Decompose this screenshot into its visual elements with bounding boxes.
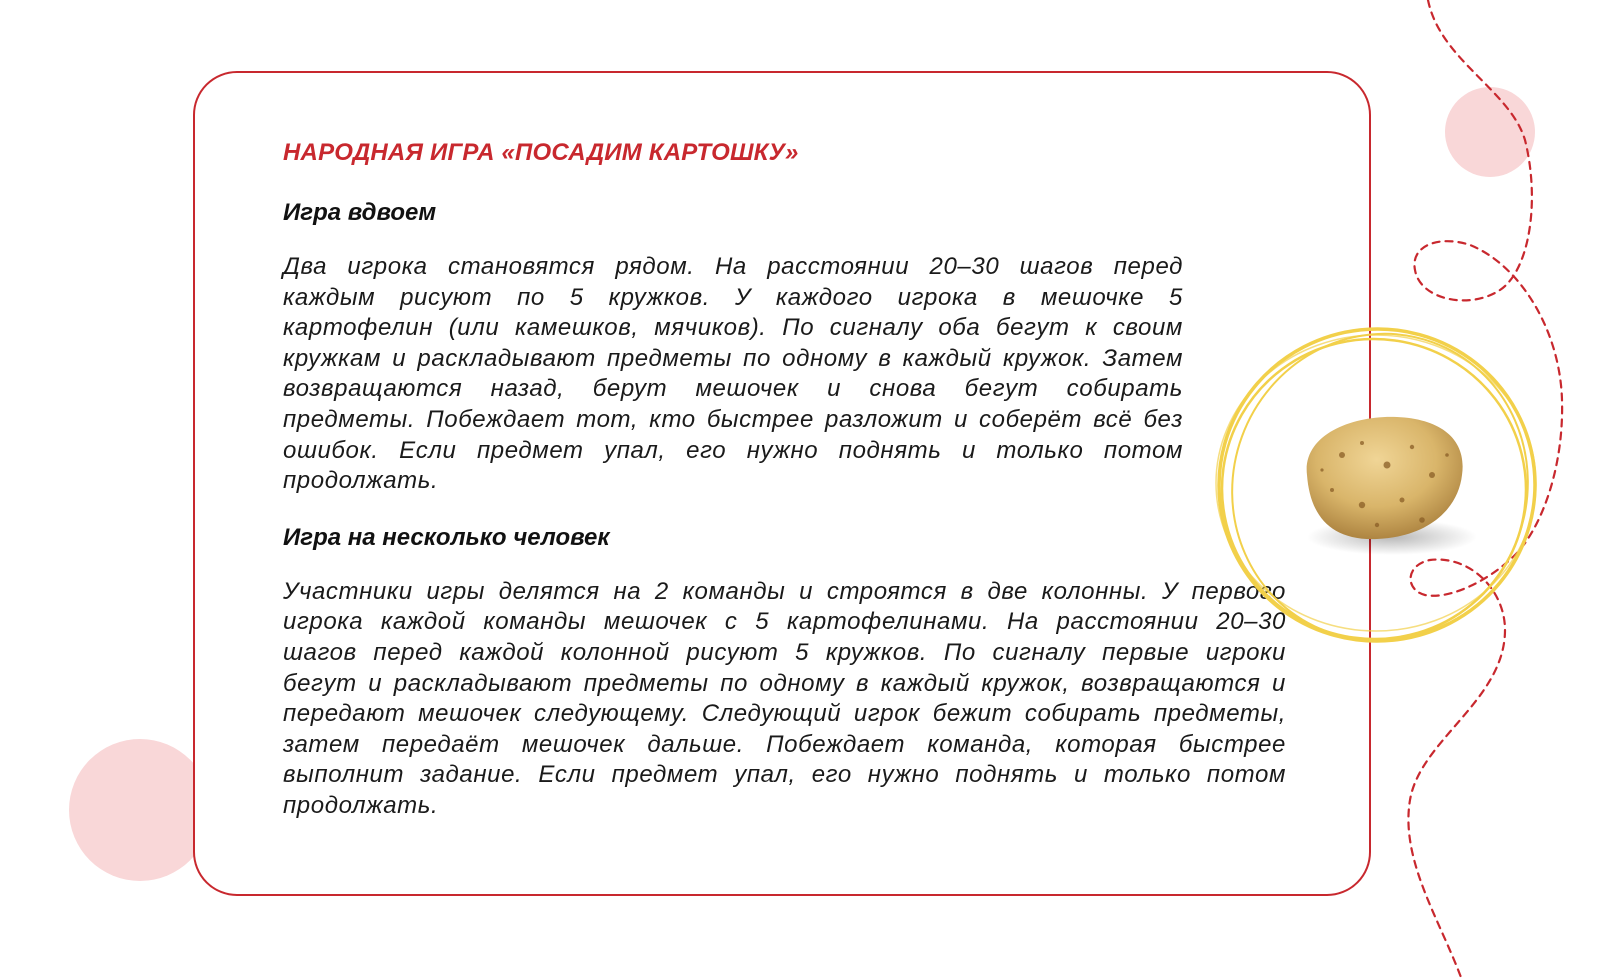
- section-heading-two-players: Игра вдвоем: [283, 199, 437, 226]
- decorative-circle-left: [69, 739, 211, 881]
- potato-illustration: [1212, 325, 1542, 655]
- section-heading-team-game: Игра на несколько человек: [283, 523, 610, 551]
- decorative-circle-right: [1445, 87, 1535, 177]
- article: [283, 136, 1286, 822]
- potato-icon: [1212, 325, 1542, 655]
- page-title: НАРОДНАЯ ИГРА «ПОСАДИМ КАРТОШКУ»: [283, 139, 799, 166]
- section-text-two-players: Два игрока становятся рядом. На расстоянии 20–30 шагов перед каждым рисуют по 5 кружков. У каждого игрока в мешочке 5 картофелин (или камешков, мячиков). По сигналу оба бегут к своим кружкам и раскладывают предметы по одному в каждый кружок. Затем возвращаются назад, берут мешочек и снова бегут собирать предметы. Побеждает тот, кто быстрее разложит и соберёт всё без ошибок. Если предмет упал, его нужно поднять и только потом продолжать.: [283, 253, 1183, 495]
- section-text-team-game: Участники игры делятся на 2 команды и строятся в две колонны. У первого игрока каждой команды мешочек с 5 картофелинами. На расстоянии 20–30 шагов перед каждой колонной рисуют 5 кружков. По сигналу первые игроки бегут и раскладывают предметы по одному в каждый кружок, возвращаются и передают мешочек следующему. Следующий игрок бежит собирать предметы, затем передаёт мешочек дальше. Побеждает команда, которая быстрее выполнит задание. Если предмет упал, его нужно поднять и только потом продолжать.: [283, 577, 1286, 819]
